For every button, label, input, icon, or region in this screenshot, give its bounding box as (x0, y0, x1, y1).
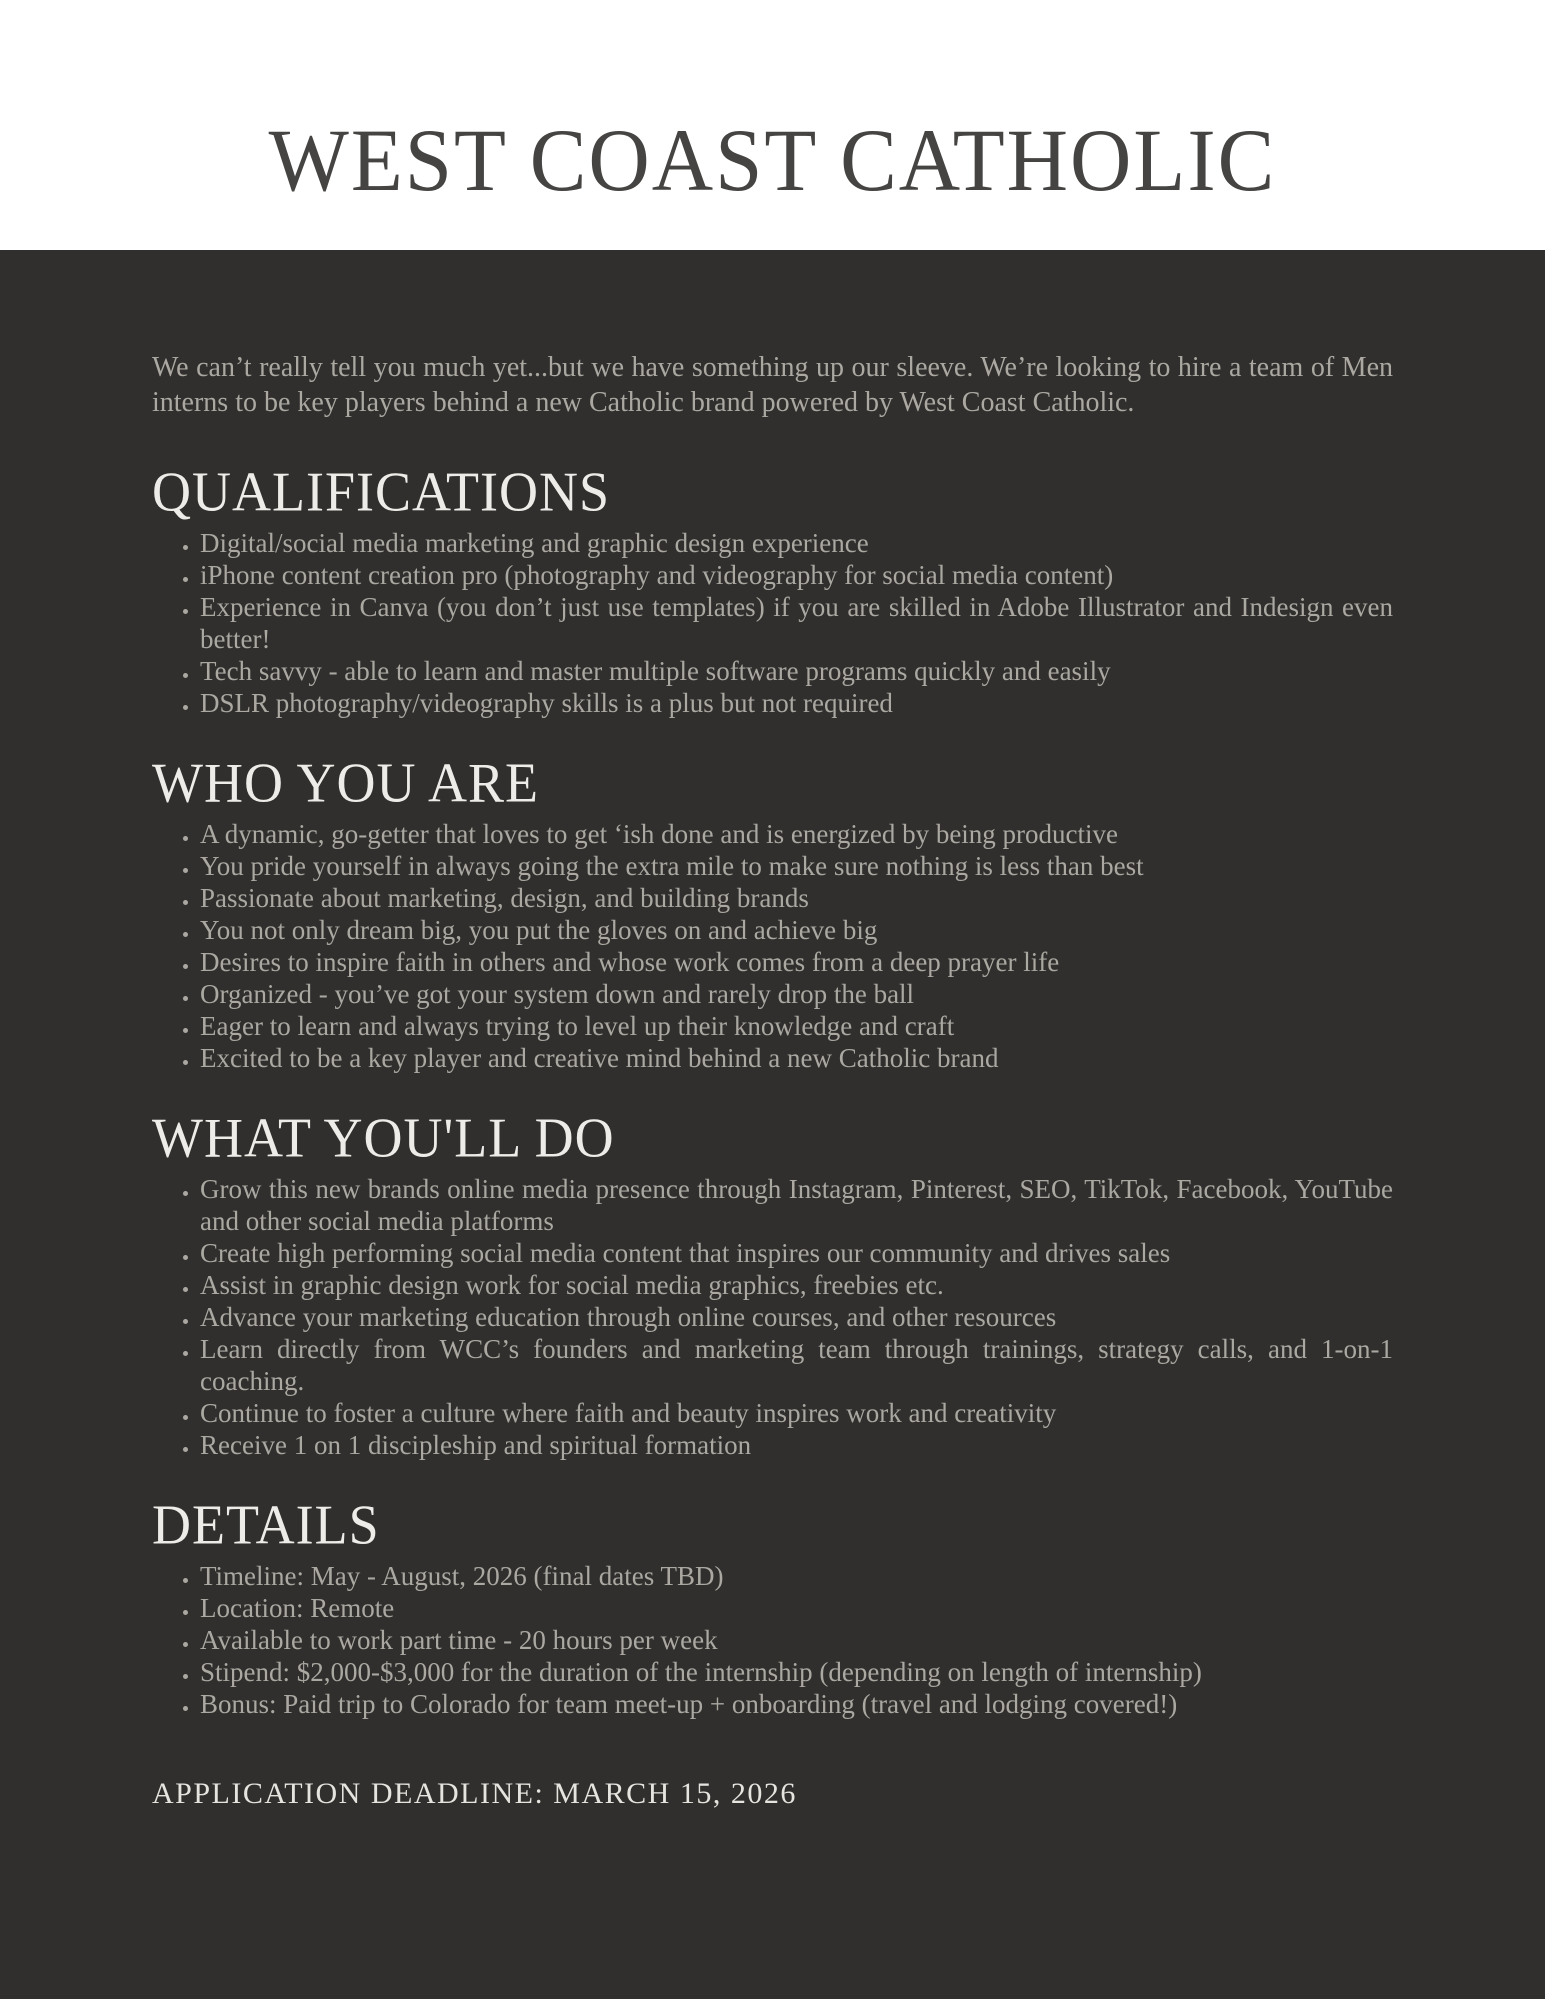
list-item: • Excited to be a key player and creative mind behind a new Catholic brand (200, 1042, 1393, 1074)
bullet-list (152, 527, 1393, 719)
list-item: • You not only dream big, you put the gloves on and achieve big (200, 914, 1393, 946)
list-item: • Available to work part time - 20 hours per week (200, 1624, 1393, 1656)
list-item: • DSLR photography/videography skills is a plus but not required (200, 687, 1393, 719)
bullet-list (152, 1173, 1393, 1461)
list-item: • Digital/social media marketing and graphic design experience (200, 527, 1393, 559)
section-heading: QUALIFICATIONS (152, 460, 610, 523)
list-item: • Experience in Canva (you don’t just use templates) if you are skilled in Adobe Illustrator and Indesign even better! (200, 591, 1393, 655)
list-item: • Stipend: $2,000-$3,000 for the duration of the internship (depending on length of internship) (200, 1656, 1393, 1688)
header-band (0, 0, 1545, 250)
list-item: • You pride yourself in always going the extra mile to make sure nothing is less than best (200, 850, 1393, 882)
section-qualifications (152, 460, 1393, 719)
list-item: • Advance your marketing education through online courses, and other resources (200, 1301, 1393, 1333)
list-item: • Learn directly from WCC’s founders and marketing team through trainings, strategy calls, and 1-on-1 coaching. (200, 1333, 1393, 1397)
brand-title: WEST COAST CATHOLIC (268, 111, 1277, 211)
application-deadline: APPLICATION DEADLINE: MARCH 15, 2026 (152, 1777, 797, 1810)
list-item: • Timeline: May - August, 2026 (final dates TBD) (200, 1560, 1393, 1592)
list-item: • Bonus: Paid trip to Colorado for team meet-up + onboarding (travel and lodging covered!) (200, 1688, 1393, 1720)
list-item: • Assist in graphic design work for social media graphics, freebies etc. (200, 1269, 1393, 1301)
bullet-list (152, 1560, 1393, 1720)
section-heading: WHO YOU ARE (152, 751, 539, 814)
list-item: • Eager to learn and always trying to level up their knowledge and craft (200, 1010, 1393, 1042)
list-item: • Tech savvy - able to learn and master multiple software programs quickly and easily (200, 655, 1393, 687)
section-heading: DETAILS (152, 1493, 380, 1556)
list-item: • Desires to inspire faith in others and whose work comes from a deep prayer life (200, 946, 1393, 978)
list-item: • Location: Remote (200, 1592, 1393, 1624)
bullet-list (152, 818, 1393, 1074)
section-what-youll-do (152, 1106, 1393, 1461)
list-item: • A dynamic, go-getter that loves to get ‘ish done and is energized by being productive (200, 818, 1393, 850)
list-item: • Grow this new brands online media presence through Instagram, Pinterest, SEO, TikTok, Facebook, YouTube and other social media platforms (200, 1173, 1393, 1237)
list-item: • Receive 1 on 1 discipleship and spiritual formation (200, 1429, 1393, 1461)
intro-paragraph: We can’t really tell you much yet...but we have something up our sleeve. We’re looking to hire a team of Men interns to be key players behind a new Catholic brand powered by West Coast Catholic. (152, 352, 1393, 418)
job-posting-body (0, 250, 1545, 1812)
section-details (152, 1493, 1393, 1720)
section-heading: WHAT YOU'LL DO (152, 1106, 615, 1169)
list-item: • iPhone content creation pro (photography and videography for social media content) (200, 559, 1393, 591)
list-item: • Continue to foster a culture where faith and beauty inspires work and creativity (200, 1397, 1393, 1429)
list-item: • Passionate about marketing, design, and building brands (200, 882, 1393, 914)
section-who-you-are (152, 751, 1393, 1074)
list-item: • Organized - you’ve got your system down and rarely drop the ball (200, 978, 1393, 1010)
list-item: • Create high performing social media content that inspires our community and drives sales (200, 1237, 1393, 1269)
